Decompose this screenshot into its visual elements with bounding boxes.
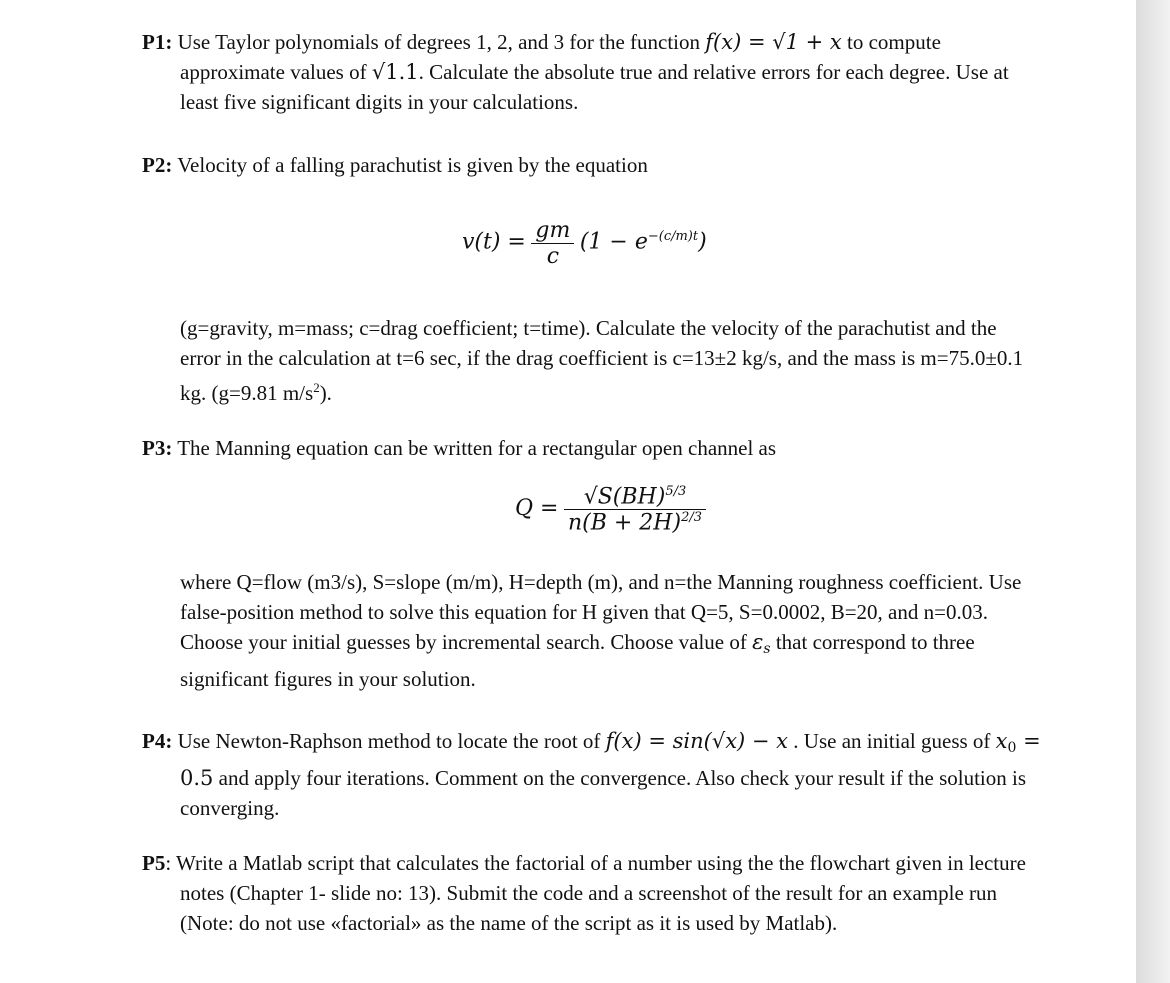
problem-4: [142, 726, 1042, 823]
equation-fraction: [531, 218, 574, 269]
initial-guess-value: = 0.5: [180, 729, 1041, 790]
problem-text: Use Taylor polynomials of degrees 1, 2, and 3 for the function: [172, 30, 706, 54]
page-edge: [1136, 0, 1170, 983]
problem-label: P5: [142, 851, 166, 875]
problem-2-details: [142, 313, 1042, 408]
equation-denominator: c: [531, 243, 574, 269]
equation-numerator: gm: [535, 218, 571, 243]
problem-text: that correspond to three significant figures in your solution.: [180, 630, 975, 691]
function-expression: f(x) = sin(√x) − x: [605, 729, 789, 753]
problem-text: ).: [319, 381, 332, 405]
problem-label: P3:: [142, 436, 173, 460]
equation-lhs: Q =: [515, 495, 559, 521]
initial-guess-subscript: 0: [1007, 740, 1017, 756]
sqrt-value: √1.1: [371, 60, 419, 84]
superscript: 2: [313, 380, 320, 395]
initial-guess-var: x: [995, 729, 1008, 753]
denominator-exponent: 2/3: [681, 510, 702, 526]
problem-text: (g=gravity, m=mass; c=drag coefficient; t=time). Calculate the velocity of the parachutist and the error in the calculation at t=6 sec, if the drag coefficient is c=13±2 kg/s, and the mass is m=75.0±0.1 kg. (g=9.81 m/s: [180, 316, 1024, 405]
velocity-equation: [462, 218, 707, 269]
problem-3-details: [142, 567, 1042, 694]
problem-5: [142, 848, 1042, 938]
problem-text: where Q=flow (m3/s), S=slope (m/m), H=depth (m), and n=the Manning roughness coefficient. Use false-position method to solve this equation for H given that Q=5, S=0.0002, B=20, and n=0.03. Choose your initial guesses by incremental search. Choose value of: [180, 570, 1022, 654]
equation-lhs: v(t) =: [462, 229, 526, 255]
equation-numerator: [564, 484, 706, 509]
epsilon-symbol: ε: [752, 630, 764, 654]
equation-exponent: −(c/m)t: [647, 229, 699, 245]
function-expression: f(x) = √1 + x: [705, 30, 842, 54]
problem-text: to compute approximate values of: [180, 30, 941, 84]
numerator-text: √S(BH): [583, 484, 666, 510]
problem-text: : Write a Matlab script that calculates the factorial of a number using the the flowchart given in lecture notes (Chapter 1- slide no: 13). Submit the code and a screenshot of the result for an example run (Note: do not use «factorial» as the name of the script as it is used by Matlab).: [165, 851, 1026, 935]
equation-paren: (1 − e: [579, 229, 648, 255]
denominator-text: n(B + 2H): [567, 510, 682, 536]
problem-text: Use Newton-Raphson method to locate the root of: [172, 729, 606, 753]
problem-label: P4:: [142, 729, 173, 753]
manning-equation: [515, 484, 706, 536]
epsilon-subscript: s: [763, 641, 771, 657]
problem-text: . Use an initial guess of: [788, 729, 996, 753]
problem-2: [142, 150, 1042, 180]
problem-text: Velocity of a falling parachutist is given by the equation: [172, 153, 648, 177]
problem-text: . Calculate the absolute true and relative errors for each degree. Use at least five significant digits in your calculations.: [180, 60, 1009, 114]
equation-denominator: [564, 509, 706, 535]
equation-close: ): [698, 229, 707, 255]
problem-text: The Manning equation can be written for a rectangular open channel as: [172, 436, 777, 460]
problem-text: and apply four iterations. Comment on the convergence. Also check your result if the solution is converging.: [180, 766, 1027, 820]
problem-1: [142, 27, 1042, 117]
problem-label: P1:: [142, 30, 173, 54]
problem-3: [142, 433, 1042, 463]
problem-label: P2:: [142, 153, 173, 177]
numerator-exponent: 5/3: [665, 484, 687, 499]
equation-fraction: [564, 484, 706, 536]
